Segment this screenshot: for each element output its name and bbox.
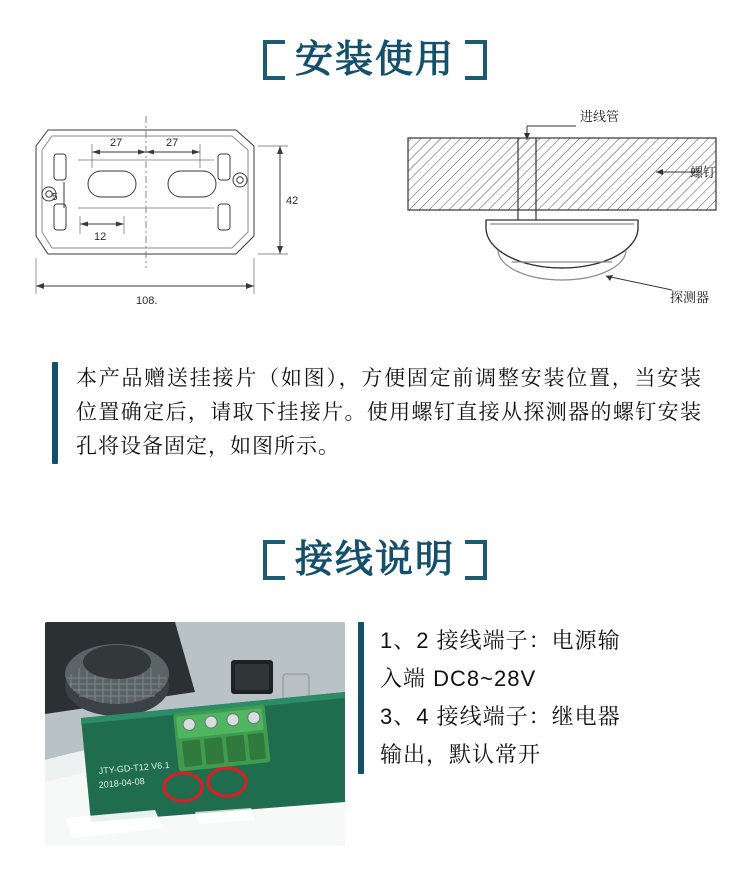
dim-small-label-2: 5 xyxy=(52,192,58,203)
bracket-right-icon xyxy=(465,40,487,80)
dim-height-label: 42 xyxy=(286,195,299,207)
wiring-photo xyxy=(45,622,345,846)
wiring-photo-illustration xyxy=(45,622,345,846)
section-title-wiring xyxy=(0,538,750,582)
pcb-date: 2018-04-08 xyxy=(98,776,146,790)
install-paragraph-text: 本产品赠送挂接片（如图），方便固定前调整安装位置，当安装位置确定后，请取下挂接片。使用螺钉直接从探测器的螺钉安装孔将设备固定，如图所示。 xyxy=(76,367,702,458)
wiring-note-line: 3、4 接线端子：继电器 xyxy=(380,704,621,729)
dim-width-label: 108. xyxy=(136,295,158,307)
bracket-left-icon xyxy=(263,40,285,80)
section-title-install xyxy=(0,38,750,82)
wiring-note-line: 1、2 接线端子：电源输 xyxy=(380,628,621,653)
bracket-left-icon xyxy=(263,540,285,580)
ceiling-install-drawing xyxy=(390,100,735,325)
dim-small-label-1: 12 xyxy=(94,231,107,243)
label-screw: 螺钉 xyxy=(690,165,717,180)
section-title-wiring-text: 接线说明 xyxy=(294,539,455,581)
wiring-notes-block xyxy=(358,622,718,774)
wiring-notes-text xyxy=(380,622,621,774)
dim-slot-label-1: 27 xyxy=(110,137,123,149)
diagram-row xyxy=(0,100,750,330)
accent-bar xyxy=(52,362,58,464)
wiring-note-line: 入端 DC8~28V xyxy=(380,666,537,691)
dim-slot-label-2: 27 xyxy=(166,137,179,149)
label-conduit: 进线管 xyxy=(580,109,620,124)
wiring-note-line: 输出，默认常开 xyxy=(380,742,542,767)
bracket-right-icon xyxy=(465,540,487,580)
mounting-plate-drawing xyxy=(18,108,308,323)
section-title-install-text: 安装使用 xyxy=(294,39,455,81)
pcb-silkscreen: JTY-GD-T12 V6.1 xyxy=(98,759,171,776)
accent-bar xyxy=(358,622,364,774)
label-detector: 探测器 xyxy=(670,290,710,305)
install-paragraph-block xyxy=(52,362,702,464)
